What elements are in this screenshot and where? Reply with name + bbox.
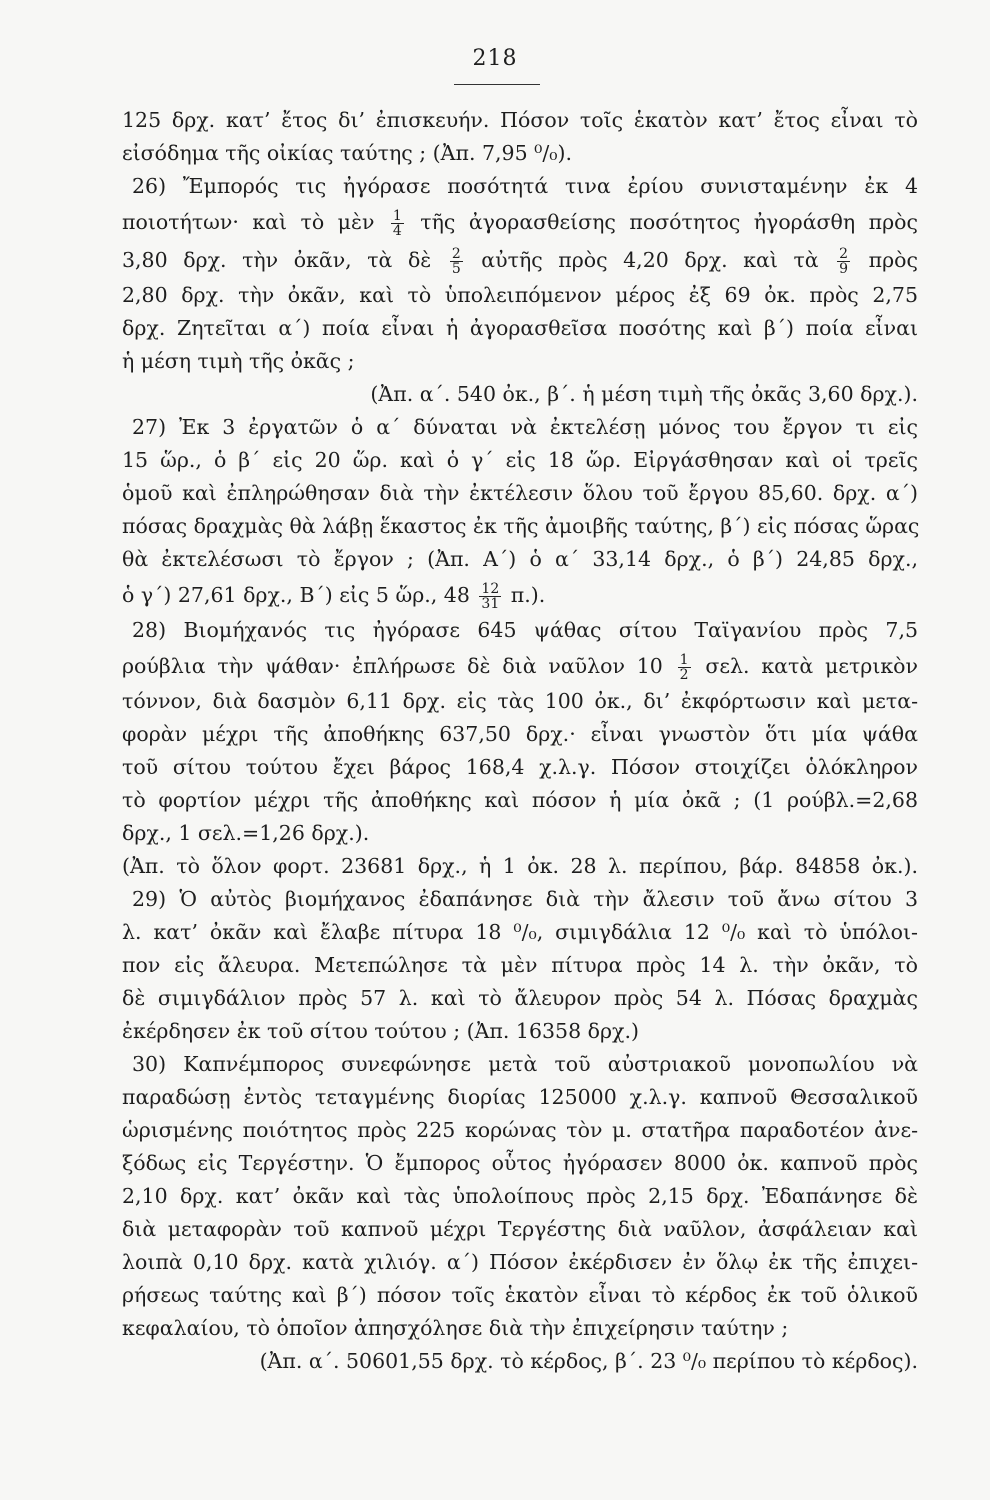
text-line: 2,80 δρχ. τὴν ὀκᾶν, καὶ τὸ ὑπολειπόμενον μέρος ἐξ 69 ὀκ. πρὸς 2,75	[122, 283, 918, 307]
text-line: 27) Ἐκ 3 ἐργατῶν ὁ α΄ δύναται νὰ ἐκτελέσῃ μόνος του ἔργον τι εἰς	[132, 415, 918, 439]
text-line: φορὰν μέχρι τῆς ἀποθήκης 637,50 δρχ.· εἶναι γνωστὸν ὅτι μία ψάθα	[122, 722, 918, 746]
text-line: ὡρισμένης ποιότητος πρὸς 225 κορώνας τὸν μ. στατῆρα παραδοτέον ἀνε-	[122, 1118, 918, 1142]
text-line: δρχ., 1 σελ.=1,26 δρχ.).	[122, 821, 370, 845]
text-line: τὸ φορτίον μέχρι τῆς ἀποθήκης καὶ πόσον ἡ μία ὀκᾶ ; (1 ρούβλ.=2,68	[122, 788, 918, 812]
text-line: ρούβλια τὴν ψάθαν· ἐπλήρωσε δὲ διὰ ναῦλον 10 $\frac{1}{2}$ σελ. κατὰ μετρικὸν	[122, 652, 918, 683]
text-line: ἡ μέση τιμὴ τῆς ὀκᾶς ;	[122, 349, 355, 373]
text-line: ὁ γ΄) 27,61 δρχ., Β΄) εἰς 5 ὥρ., 48 $\frac{12}{31}$ π.).	[122, 581, 546, 612]
text-line: 26) Ἔμπορός τις ἠγόρασε ποσότητά τινα ἐρίου συνισταμένην ἐκ 4	[132, 174, 918, 198]
text-line: ἐκέρδησεν ἐκ τοῦ σίτου τούτου ; (Ἀπ. 16358 δρχ.)	[122, 1019, 639, 1043]
header-rule	[454, 84, 540, 85]
text-line: (Ἀπ. α΄. 540 ὀκ., β΄. ἡ μέση τιμὴ τῆς ὀκᾶς 3,60 δρχ.).	[370, 382, 918, 406]
text-line: (Ἀπ. α΄. 50601,55 δρχ. τὸ κέρδος, β΄. 23 ⁰/₀ περίπου τὸ κέρδος).	[259, 1349, 918, 1373]
text-line: δὲ σιμιγδάλιον πρὸς 57 λ. καὶ τὸ ἄλευρον πρὸς 54 λ. Πόσας δραχμὰς	[122, 986, 918, 1010]
text-line: ὁμοῦ καὶ ἐπληρώθησαν διὰ τὴν ἐκτέλεσιν ὅλου τοῦ ἔργου 85,60. δρχ. α΄)	[122, 481, 918, 505]
text-line: 30) Καπνέμπορος συνεφώνησε μετὰ τοῦ αὐστριακοῦ μονοπωλίου νὰ	[132, 1052, 918, 1076]
text-line: τοῦ σίτου τούτου ἔχει βάρος 168,4 χ.λ.γ. Πόσον στοιχίζει ὁλόκληρον	[122, 755, 918, 779]
text-line: λοιπὰ 0,10 δρχ. κατὰ χιλιόγ. α΄) Πόσον ἐκέρδισεν ἐν ὅλῳ ἐκ τῆς ἐπιχει-	[122, 1250, 918, 1274]
text-line: 3,80 δρχ. τὴν ὀκᾶν, τὰ δὲ $\frac{2}{5}$ αὐτῆς πρὸς 4,20 δρχ. καὶ τὰ $\frac{2}{9}$ πρὸς	[122, 246, 918, 277]
page-text	[122, 104, 918, 1378]
text-line: 2,10 δρχ. κατ’ ὀκᾶν καὶ τὰς ὑπολοίπους πρὸς 2,15 δρχ. Ἐδαπάνησε δὲ	[122, 1184, 918, 1208]
fraction: $\frac{12}{31}$	[481, 581, 500, 612]
text-line: εἰσόδημα τῆς οἰκίας ταύτης ; (Ἀπ. 7,95 ⁰/₀).	[122, 141, 573, 165]
text-line: ξόδως εἰς Τεργέστην. Ὁ ἔμπορος οὗτος ἠγόρασεν 8000 ὀκ. καπνοῦ πρὸς	[122, 1151, 918, 1175]
fraction: $\frac{1}{4}$	[392, 208, 402, 239]
fraction: $\frac{1}{2}$	[679, 652, 689, 683]
text-line: διὰ μεταφορὰν τοῦ καπνοῦ μέχρι Τεργέστης διὰ ναῦλον, ἀσφάλειαν καὶ	[122, 1217, 918, 1241]
text-line: κεφαλαίου, τὸ ὁποῖον ἀπησχόλησε διὰ τὴν ἐπιχείρησιν ταύτην ;	[122, 1316, 789, 1340]
text-line: δρχ. Ζητεῖται α΄) ποία εἶναι ἡ ἀγορασθεῖσα ποσότης καὶ β΄) ποία εἶναι	[122, 316, 918, 340]
text-line: παραδώσῃ ἐντὸς τεταγμένης διορίας 125000 χ.λ.γ. καπνοῦ Θεσσαλικοῦ	[122, 1085, 918, 1109]
text-line: 125 δρχ. κατ’ ἔτος δι’ ἐπισκευήν. Πόσον τοῖς ἑκατὸν κατ’ ἔτος εἶναι τὸ	[122, 108, 918, 132]
text-line: πόσας δραχμὰς θὰ λάβῃ ἕκαστος ἐκ τῆς ἀμοιβῆς ταύτης, β΄) εἰς πόσας ὥρας	[122, 514, 920, 538]
text-line: λ. κατ’ ὀκᾶν καὶ ἔλαβε πίτυρα 18 ⁰/₀, σιμιγδάλια 12 ⁰/₀ καὶ τὸ ὑπόλοι-	[122, 920, 918, 944]
text-line: 29) Ὁ αὐτὸς βιομήχανος ἐδαπάνησε διὰ τὴν ἄλεσιν τοῦ ἄνω σίτου 3	[132, 887, 918, 911]
fraction: $\frac{2}{9}$	[839, 246, 849, 277]
text-line: ρήσεως ταύτης καὶ β΄) πόσον τοῖς ἑκατὸν εἶναι τὸ κέρδος ἐκ τοῦ ὁλικοῦ	[122, 1283, 918, 1307]
text-line: 28) Βιομήχανός τις ἠγόρασε 645 ψάθας σίτου Ταϊγανίου πρὸς 7,5	[132, 618, 918, 642]
text-line: πον εἰς ἄλευρα. Μετεπώλησε τὰ μὲν πίτυρα πρὸς 14 λ. τὴν ὀκᾶν, τὸ	[122, 953, 918, 977]
text-line: θὰ ἐκτελέσωσι τὸ ἔργον ; (Ἀπ. Α΄) ὁ α΄ 33,14 δρχ., ὁ β΄) 24,85 δρχ.,	[122, 547, 918, 571]
text-line: ποιοτήτων· καὶ τὸ μὲν $\frac{1}{4}$ τῆς ἀγορασθείσης ποσότητος ἠγοράσθη πρὸς	[122, 208, 918, 239]
text-line: (Ἀπ. τὸ ὅλον φορτ. 23681 δρχ., ἡ 1 ὀκ. 28 λ. περίπου, βάρ. 84858 ὀκ.).	[122, 854, 918, 878]
page-number: 218	[472, 46, 518, 71]
text-line: τόννον, διὰ δασμὸν 6,11 δρχ. εἰς τὰς 100 ὀκ., δι’ ἐκφόρτωσιν καὶ μετα-	[122, 689, 918, 713]
fraction: $\frac{2}{5}$	[451, 246, 461, 277]
text-line: 15 ὥρ., ὁ β΄ εἰς 20 ὥρ. καὶ ὁ γ΄ εἰς 18 ὥρ. Εἰργάσθησαν καὶ οἱ τρεῖς	[122, 448, 918, 472]
